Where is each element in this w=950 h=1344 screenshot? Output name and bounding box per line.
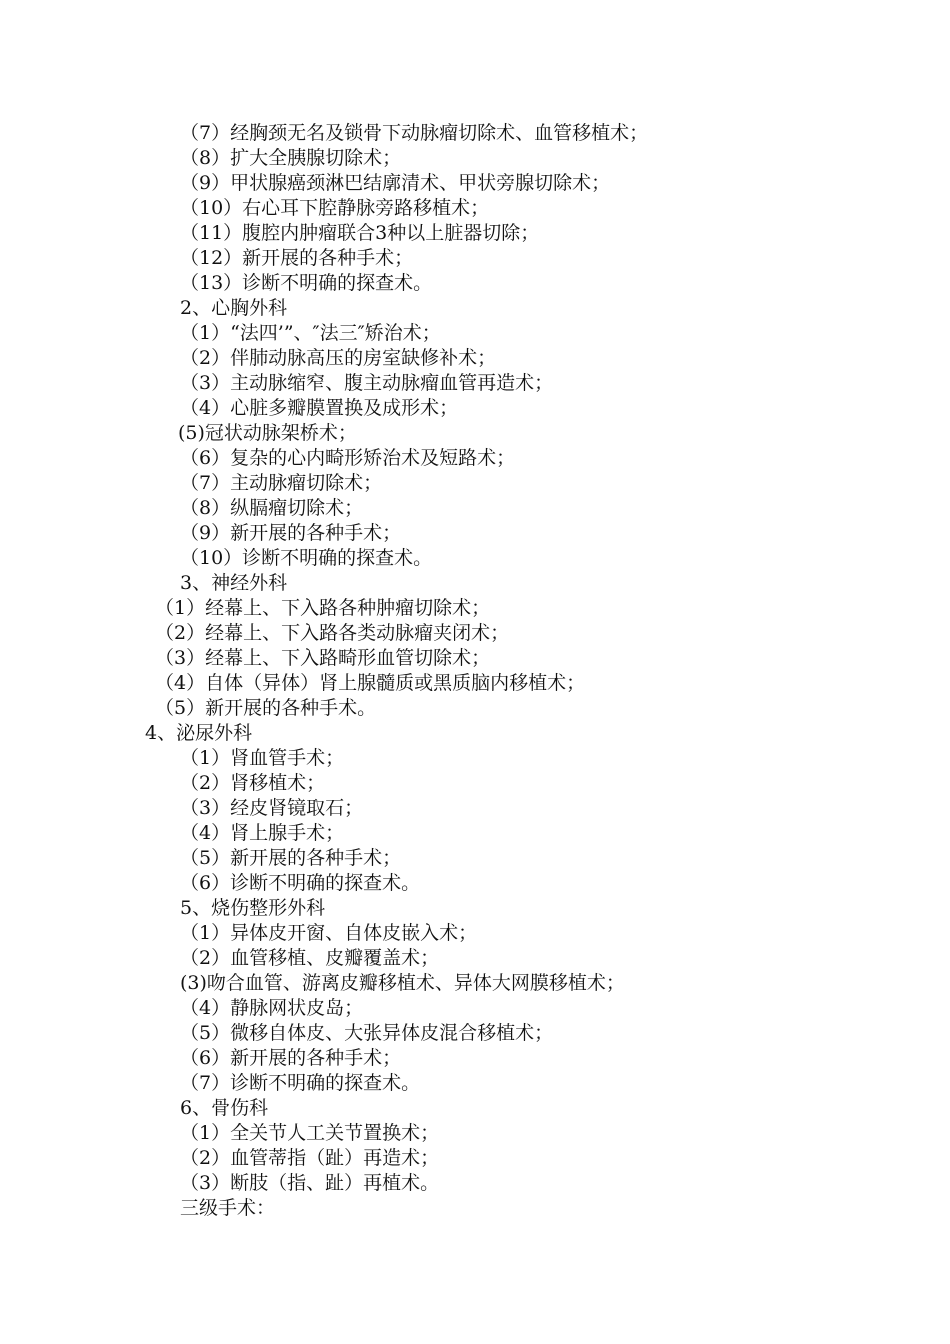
section-heading: 3、神经外科 <box>180 572 288 594</box>
list-item: （1）“法四’”、″法三″矫治术； <box>180 322 441 344</box>
list-item: （6）新开展的各种手术； <box>180 1047 402 1069</box>
list-item: (5)冠状动脉架桥术； <box>178 422 357 444</box>
list-item: （4）自体（异体）肾上腺髓质或黑质脑内移植术； <box>155 672 586 694</box>
list-item: （4）肾上腺手术； <box>180 822 345 844</box>
list-item: （2）血管蒂指（趾）再造术； <box>180 1147 440 1169</box>
list-item: （6）复杂的心内畸形矫治术及短路术； <box>180 447 516 469</box>
list-item: （3）经幕上、下入路畸形血管切除术； <box>155 647 491 669</box>
list-item: （10）诊断不明确的探查术。 <box>180 547 433 569</box>
list-item: （4）静脉网状皮岛； <box>180 997 364 1019</box>
section-heading: 4、泌尿外科 <box>145 722 253 744</box>
list-item: （3）断肢（指、趾）再植术。 <box>180 1172 440 1194</box>
list-item: （1）肾血管手术； <box>180 747 345 769</box>
list-item: （11）腹腔内肿瘤联合3种以上脏器切除； <box>180 222 540 244</box>
list-item: （1）经幕上、下入路各种肿瘤切除术； <box>155 597 491 619</box>
list-item: （2）血管移植、皮瓣覆盖术； <box>180 947 440 969</box>
list-item: （12）新开展的各种手术； <box>180 247 414 269</box>
list-item: （1）异体皮开窗、自体皮嵌入术； <box>180 922 478 944</box>
list-item: （7）经胸颈无名及锁骨下动脉瘤切除术、血管移植术； <box>180 122 649 144</box>
section-heading: 三级手术： <box>180 1197 276 1219</box>
list-item: （6）诊断不明确的探查术。 <box>180 872 421 894</box>
section-heading: 2、心胸外科 <box>180 297 288 319</box>
list-item: （1）全关节人工关节置换术； <box>180 1122 440 1144</box>
list-item: （10）右心耳下腔静脉旁路移植术； <box>180 197 490 219</box>
list-item: （2）经幕上、下入路各类动脉瘤夹闭术； <box>155 622 510 644</box>
list-item: （5）新开展的各种手术。 <box>155 697 377 719</box>
list-item: （7）主动脉瘤切除术； <box>180 472 383 494</box>
list-item: （9）新开展的各种手术； <box>180 522 402 544</box>
list-item: （5）新开展的各种手术； <box>180 847 402 869</box>
list-item: （2）伴肺动脉高压的房室缺修补术； <box>180 347 497 369</box>
list-item: （9）甲状腺癌颈淋巴结廓清术、甲状旁腺切除术； <box>180 172 611 194</box>
document-text <box>0 121 950 1221</box>
list-item: （8）纵膈瘤切除术； <box>180 497 364 519</box>
list-item: （2）肾移植术； <box>180 772 326 794</box>
section-heading: 6、骨伤科 <box>180 1097 269 1119</box>
list-item: （3）主动脉缩窄、腹主动脉瘤血管再造术； <box>180 372 554 394</box>
list-item: （5）微移自体皮、大张异体皮混合移植术； <box>180 1022 554 1044</box>
section-heading: 5、烧伤整形外科 <box>180 897 326 919</box>
list-item: （4）心脏多瓣膜置换及成形术； <box>180 397 459 419</box>
list-item: （8）扩大全胰腺切除术； <box>180 147 402 169</box>
list-item: （3）经皮肾镜取石； <box>180 797 364 819</box>
list-item: （7）诊断不明确的探查术。 <box>180 1072 421 1094</box>
list-item: (3)吻合血管、游离皮瓣移植术、异体大网膜移植术； <box>180 972 625 994</box>
list-item: （13）诊断不明确的探查术。 <box>180 272 433 294</box>
